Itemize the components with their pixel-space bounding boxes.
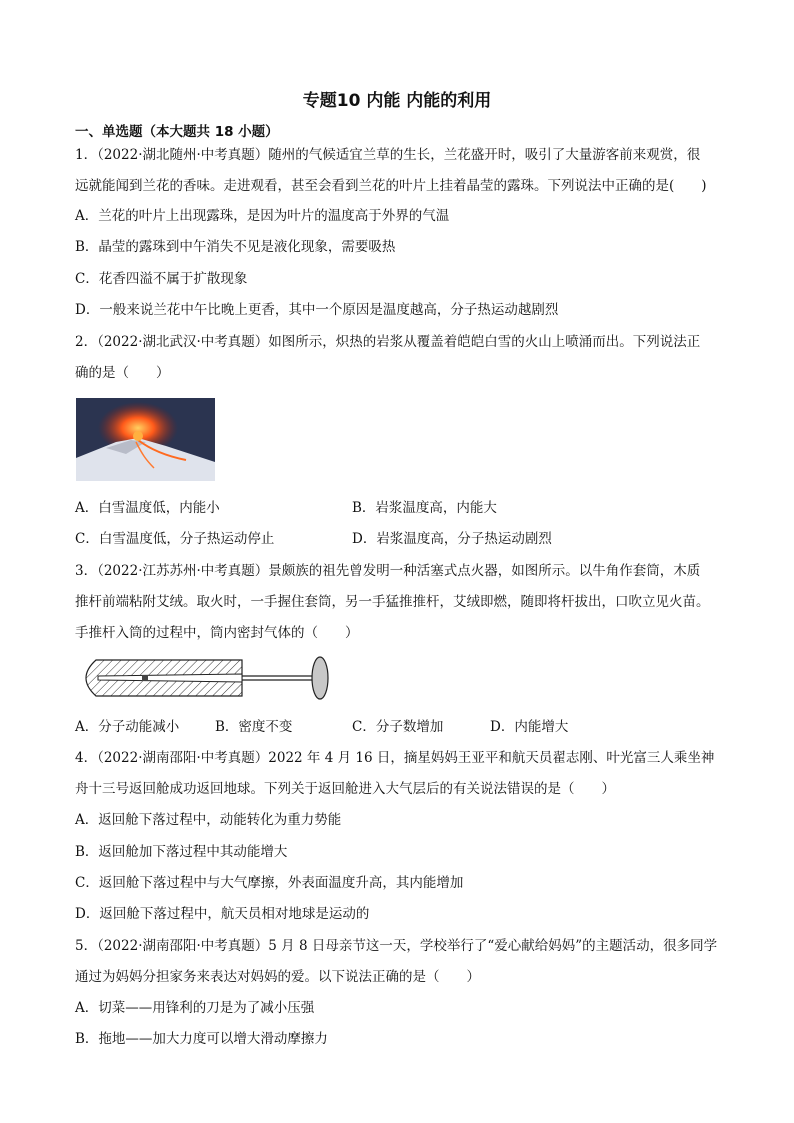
q1-stem-line1: 1．（2022·湖北随州·中考真题）随州的气候适宜兰草的生长，兰花盛开时，吸引了大量游客前来观赏，很 [75,147,701,163]
q4-option-c: C．返回舱下落过程中与大气摩擦，外表面温度升高，其内能增加 [75,875,464,891]
q1-option-a: A．兰花的叶片上出现露珠，是因为叶片的温度高于外界的气温 [75,208,450,224]
q4-stem-line2: 舟十三号返回舱成功返回地球。下列关于返回舱进入大气层后的有关说法错误的是（ ） [75,781,615,797]
volcano-image [76,398,215,481]
q4-stem-line1: 4．（2022·湖南邵阳·中考真题）2022 年 4 月 16 日，摘星妈妈王亚平和航天员翟志刚、叶光富三人乘坐神 [75,750,715,766]
page-title: 专题10 内能 内能的利用 [302,91,492,111]
q5-option-b: B．拖地——加大力度可以增大滑动摩擦力 [75,1031,328,1047]
q2-option-d: D．岩浆温度高，分子热运动剧烈 [352,531,552,547]
q4-option-d: D．返回舱下落过程中，航天员相对地球是运动的 [75,906,370,922]
q3-stem-line3: 手推杆入筒的过程中，筒内密封气体的（ ） [75,625,359,641]
q1-option-b: B．晶莹的露珠到中午消失不见是液化现象，需要吸热 [75,239,396,255]
q2-option-b: B．岩浆温度高，内能大 [352,500,497,516]
q5-stem-line2: 通过为妈妈分担家务来表达对妈妈的爱。以下说法正确的是（ ） [75,969,480,985]
q2-option-a: A．白雪温度低，内能小 [75,500,220,516]
q5-stem-line1: 5．（2022·湖南邵阳·中考真题）5 月 8 日母亲节这一天，学校举行了“爱心献给妈妈”的主题活动，很多同学 [75,938,718,954]
q3-option-d: D．内能增大 [490,719,569,735]
q2-stem-line1: 2．（2022·湖北武汉·中考真题）如图所示，炽热的岩浆从覆盖着皑皑白雪的火山上喷涌而出。下列说法正 [75,334,701,350]
q3-stem-line2: 推杆前端粘附艾绒。取火时，一手握住套筒，另一手猛推推杆，艾绒即燃，随即将杆拔出，口吹立见火苗。 [75,594,710,610]
q1-option-d: D．一般来说兰花中午比晚上更香，其中一个原因是温度越高，分子热运动越剧烈 [75,302,559,318]
q2-option-c: C．白雪温度低，分子热运动停止 [75,531,275,547]
q1-option-c: C．花香四溢不属于扩散现象 [75,271,248,287]
q3-option-c: C．分子数增加 [352,719,444,735]
q1-stem-line2: 远就能闻到兰花的香味。走进观看，甚至会看到兰花的叶片上挂着晶莹的露珠。下列说法中正确的是( ) [75,178,707,194]
q2-stem-line2: 确的是（ ） [75,365,170,381]
q4-option-a: A．返回舱下落过程中，动能转化为重力势能 [75,812,342,828]
piston-igniter-diagram [76,654,336,702]
section-heading: 一、单选题（本大题共 18 小题） [75,124,279,140]
q3-option-b: B．密度不变 [215,719,293,735]
q3-option-a: A．分子动能减小 [75,719,180,735]
q4-option-b: B．返回舱加下落过程中其动能增大 [75,844,288,860]
q5-option-a: A．切菜——用锋利的刀是为了减小压强 [75,1000,315,1016]
q3-stem-line1: 3．（2022·江苏苏州·中考真题）景颇族的祖先曾发明一种活塞式点火器，如图所示。以牛角作套筒，木质 [75,563,701,579]
